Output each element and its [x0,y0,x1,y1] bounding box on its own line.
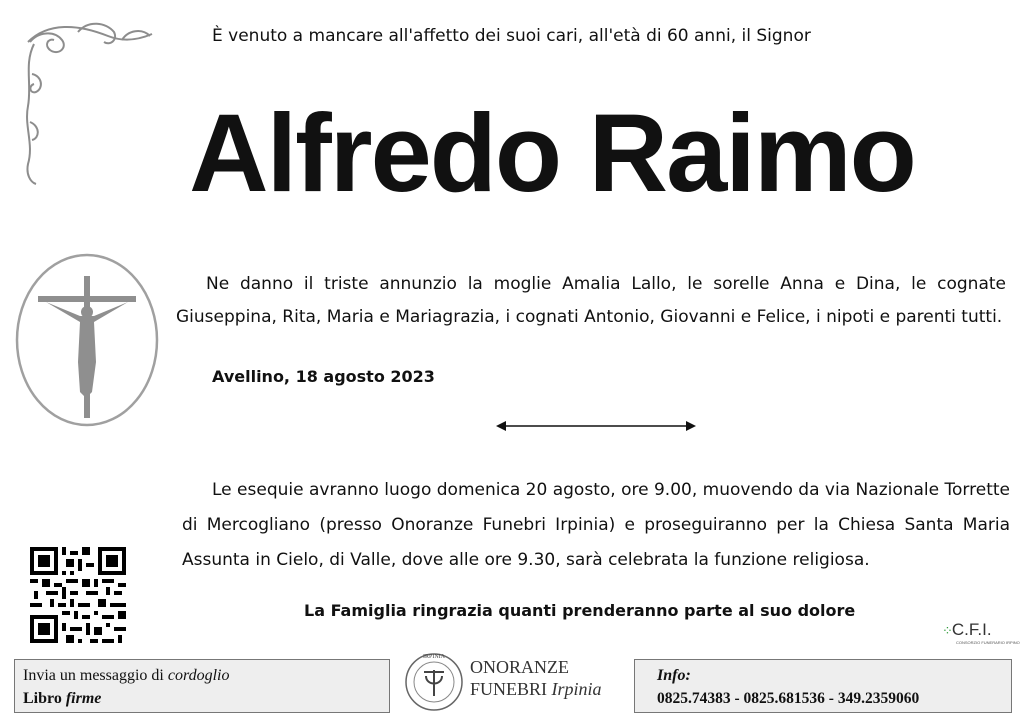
brand-emblem-icon [402,646,466,718]
info-phones[interactable]: 0825.74383 - 0825.681536 - 349.2359060 [657,690,920,707]
condolence-link[interactable]: Invia un messaggio di cordoglio [23,667,230,684]
announcement-text: Ne danno il triste annunzio la moglie Amalia Lallo, le sorelle Anna e Dina, le cognate Giuseppina, Rita, Maria e Mariagrazia, i cognati Antonio, Giovanni e Felice, i nipoti e parenti tutti. [176,274,1006,327]
divider-arrow [494,419,698,433]
cfi-logo [942,620,1020,645]
cfi-logo-text: C.F.I. [951,620,992,639]
cfi-dots-icon: ⁘ [942,623,952,638]
brand-line1: ONORANZE [470,657,569,677]
brand-line2: FUNEBRI Irpinia [470,679,602,699]
brand-arc-text: IRPINIA [423,654,445,660]
intro-text: È venuto a mancare all'affetto dei suoi cari, all'età di 60 anni, il Signor [212,26,811,46]
funeral-details: Le esequie avranno luogo domenica 20 agosto, ore 9.00, muovendo da via Nazionale Torrette di Mercogliano (presso Onoranze Funebri Irpinia) e proseguiranno per la Chiesa Santa Maria Assunta in Cielo, di Valle, dove alle ore 9.30, sarà celebrata la funzione religiosa. [182,480,1010,570]
brand-name [470,656,602,700]
guestbook-link[interactable]: Libro firme [23,690,102,707]
family-thanks: La Famiglia ringrazia quanti prenderanno parte al suo dolore [304,601,856,620]
qr-code[interactable] [30,547,126,643]
info-box [634,659,1012,713]
deceased-name: Alfredo Raimo [189,92,915,215]
place-date: Avellino, 18 agosto 2023 [212,367,435,386]
info-label: Info: [657,667,691,684]
crucifix-icon [14,252,160,428]
condolence-box[interactable] [14,659,390,713]
cfi-tagline: CONSORZIO FUNERARIO IRPINO [956,640,1020,645]
